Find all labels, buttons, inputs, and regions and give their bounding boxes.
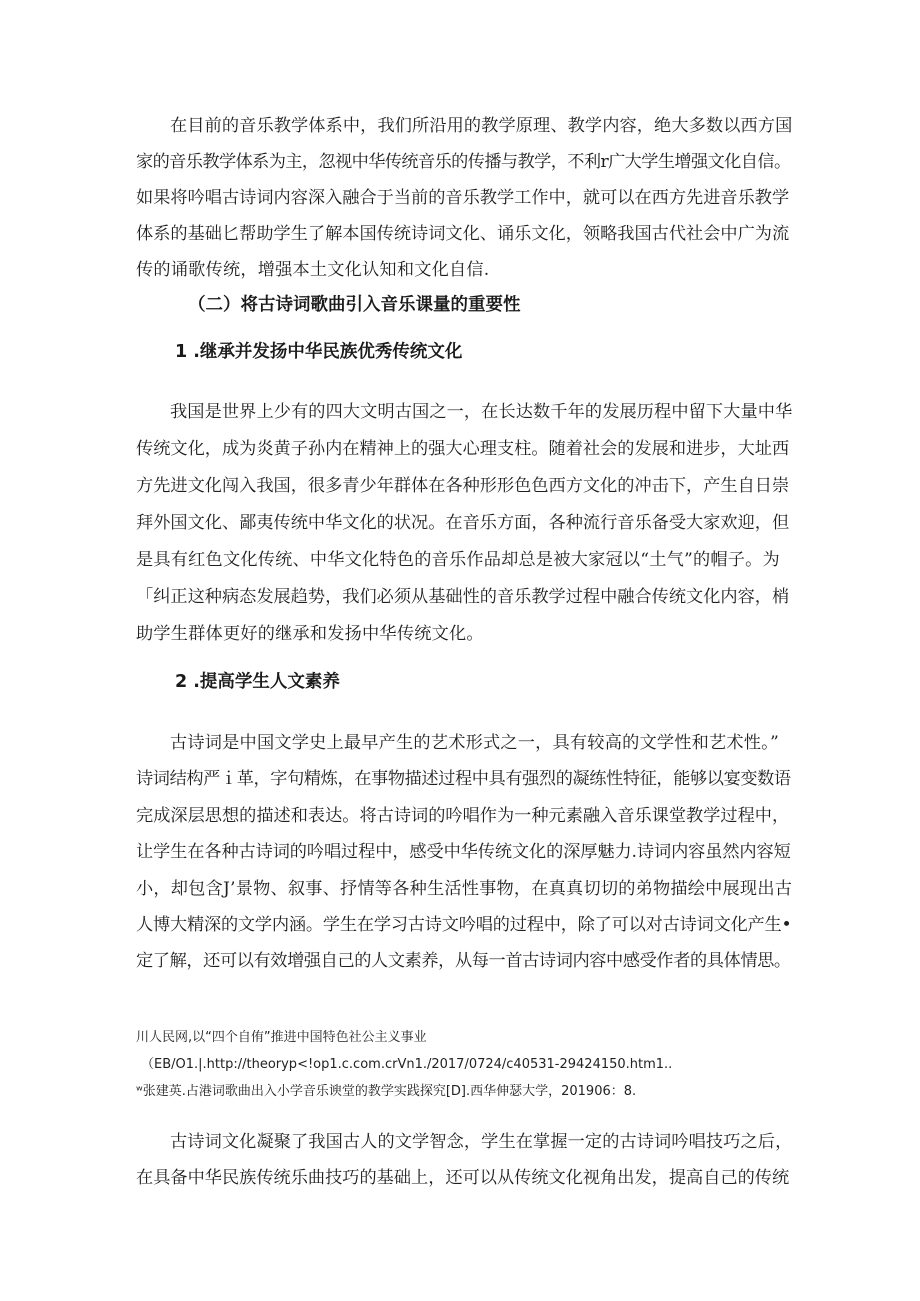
paragraph-line: 定了解，还可以有效增强自己的人文素养，从每一首古诗词内容中感受作者的具体情思。 bbox=[136, 951, 791, 971]
section-heading: （二）将古诗词歌曲引入音乐课量的重要性 bbox=[188, 295, 521, 315]
paragraph-line: 古诗词文化凝聚了我国古人的文学智念，学生在掌握一定的古诗词吟唱技巧之后， bbox=[170, 1132, 793, 1152]
paragraph-line: 方先进文化闯入我国，很多青少年群体在各种形形色色西方文化的冲击下，产生自日崇 bbox=[136, 476, 790, 496]
paragraph-line: 在具备中华民族传统乐曲技巧的基础上，还可以从传统文化视角出发，提高自己的传统 bbox=[136, 1168, 790, 1188]
paragraph-line: 在目前的音乐教学体系中，我们所沿用的教学原理、教学内容，绝大多数以西方国 bbox=[170, 116, 793, 136]
subsection-heading: 1 .继承并发扬中华民族优秀传统文化 bbox=[175, 342, 463, 362]
paragraph-line: 让学生在各种古诗词的吟唱过程中，感受中华传统文化的深厚魅力.诗词内容虽然内容短 bbox=[136, 842, 791, 862]
paragraph-line: 古诗词是中国文学史上最早产生的艺术形式之一，具有较高的文学性和艺术性。” bbox=[170, 733, 779, 753]
paragraph-line: 是具有红色文化传统、中华文化特色的音乐作品却总是被大家冠以“土气”的帽子。为 bbox=[136, 550, 780, 570]
paragraph-line: 家的音乐教学体系为主，忽视中华传统音乐的传播与教学，不利r广大学生增强文化自信。 bbox=[136, 152, 791, 172]
paragraph-line: 拜外国文化、鄙夷传统中华文化的状况。在音乐方面，各种流行音乐备受大家欢迎，但 bbox=[136, 513, 790, 533]
paragraph-line: 传的诵歌传统，增强本土文化认知和文化自信. bbox=[136, 260, 490, 280]
paragraph-line: 我国是世界上少有的四大文明古国之一，在长达数千年的发展历程中留下大量中华 bbox=[170, 402, 793, 422]
footnote: 川人民网,以“四个自侑”推进中国特色社公主义事业 bbox=[136, 1030, 427, 1045]
subsection-heading: 2 .提高学生人文素养 bbox=[175, 672, 340, 692]
paragraph-line: 完成深层思想的描述和表达。将古诗词的吟唱作为一种元素融入音乐课堂教学过程中， bbox=[136, 806, 790, 826]
paragraph-line: 传统文化，成为炎黄子孙内在精神上的强大心理支柱。随着社会的发展和进步，大址西 bbox=[136, 439, 790, 459]
footnote: ʷ张建英.占港词歌曲出入小学音乐谀堂的教学实践探究[D].西华伸瑟大学，201906：8. bbox=[136, 1084, 637, 1099]
paragraph-line: 诗词结构严ｉ革，字句精炼，在事物描述过程中具有强烈的凝练性特征，能够以宴变数语 bbox=[136, 769, 791, 789]
paragraph-line: 小，却包含J’景物、叙事、抒情等各种生活性事物，在真真切切的弟物描绘中展现出古 bbox=[136, 879, 793, 899]
paragraph-line: 助学生群体更好的继承和发扬中华传统文化。 bbox=[136, 624, 484, 644]
paragraph-line: 人博大精深的文学内涵。学生在学习古诗文吟唱的过程中，除了可以对古诗词文化产生• bbox=[136, 915, 792, 935]
footnote: （EB/O1.|.http://theoryp<!op1.c.com.crVn1./2017/0724/c40531-29424150.htm1.. bbox=[141, 1057, 673, 1072]
paragraph-line: 「纠正这种病态发展趋势，我们必须从基础性的音乐教学过程中融合传统文化内容，梢 bbox=[136, 587, 790, 607]
paragraph-line: 如果将吟唱古诗词内容深入融合于当前的音乐教学工作中，就可以在西方先进音乐教学 bbox=[136, 188, 790, 208]
paragraph-line: 体系的基础匕帮助学生了解本国传统诗词文化、诵乐文化，领略我国古代社会中广为流 bbox=[136, 224, 790, 244]
